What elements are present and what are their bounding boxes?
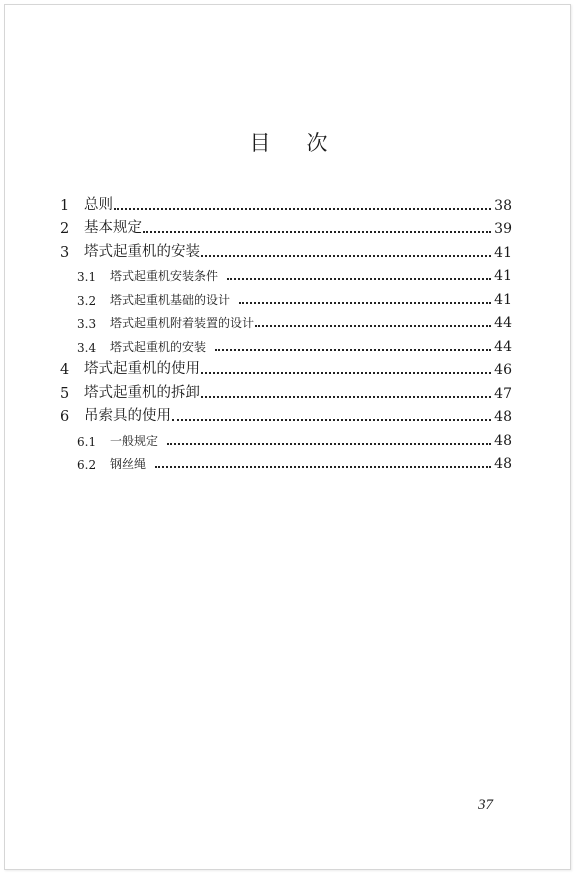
- toc-entry-number: 5: [60, 385, 70, 402]
- toc-entry-label: 塔式起重机的拆卸: [84, 384, 200, 401]
- toc-entry-4: [60, 355, 512, 379]
- toc-entry-3-1: [60, 261, 512, 285]
- toc-entry-page: 39: [494, 221, 512, 237]
- page-title: 目次: [249, 131, 364, 155]
- toc-entry-page: 48: [494, 456, 512, 472]
- dot-leader: [201, 255, 491, 257]
- toc-entry-page: 41: [494, 291, 512, 308]
- toc-entry-3-2: [60, 284, 512, 308]
- toc-entry-6-1: [60, 425, 512, 449]
- toc-entry-6: [60, 402, 512, 426]
- toc-entry-label: 塔式起重机的使用: [84, 361, 200, 377]
- toc-entry-number: 6.1: [77, 434, 97, 449]
- toc-entry-page: 44: [494, 315, 512, 331]
- toc-entry-label: 塔式起重机基础的设计: [110, 292, 231, 307]
- toc-entry-number: 4: [60, 362, 70, 378]
- toc-entry-number: 3.2: [77, 293, 97, 308]
- dot-leader: [167, 443, 491, 445]
- dot-leader: [227, 278, 491, 280]
- toc-entry-page: 41: [494, 244, 512, 261]
- toc-entry-2: [60, 214, 512, 238]
- toc-entry-label: 总则: [84, 196, 113, 213]
- toc-entry-number: 3.3: [77, 317, 97, 331]
- toc-entry-label: 塔式起重机的安装: [84, 243, 200, 260]
- toc-entry-page: 38: [494, 197, 512, 214]
- toc-entry-number: 3.4: [77, 340, 97, 355]
- toc-entry-number: 1: [60, 197, 70, 214]
- toc-entry-number: 3.1: [77, 270, 97, 284]
- dot-leader: [255, 325, 491, 327]
- page-number: 37: [478, 797, 493, 813]
- toc-entry-number: 3: [60, 244, 70, 261]
- toc-entry-label: 塔式起重机的安装: [110, 339, 207, 354]
- table-of-contents: [60, 190, 512, 472]
- toc-entry-label: 吊索具的使用: [84, 408, 171, 424]
- toc-entry-page: 47: [494, 385, 512, 402]
- toc-entry-page: 41: [494, 268, 512, 284]
- toc-entry-label: 塔式起重机安装条件: [110, 269, 219, 283]
- toc-entry-page: 46: [494, 362, 512, 378]
- dot-leader: [201, 372, 491, 374]
- toc-entry-1: [60, 190, 512, 214]
- dot-leader: [172, 419, 491, 421]
- toc-entry-label: 塔式起重机附着装置的设计: [110, 316, 255, 330]
- toc-entry-3: [60, 237, 512, 261]
- dot-leader: [143, 231, 491, 233]
- dot-leader: [155, 466, 491, 468]
- toc-entry-number: 2: [60, 221, 70, 237]
- toc-entry-number: 6: [60, 409, 70, 425]
- dot-leader: [239, 302, 491, 304]
- toc-entry-page: 48: [494, 409, 512, 425]
- toc-entry-label: 钢丝绳: [110, 457, 147, 471]
- toc-entry-3-3: [60, 308, 512, 332]
- toc-entry-page: 44: [494, 338, 512, 355]
- dot-leader: [201, 396, 491, 398]
- toc-entry-6-2: [60, 449, 512, 473]
- dot-leader: [215, 349, 491, 351]
- toc-entry-5: [60, 378, 512, 402]
- dot-leader: [114, 208, 491, 210]
- toc-entry-3-4: [60, 331, 512, 355]
- toc-entry-label: 基本规定: [84, 220, 142, 236]
- toc-entry-label: 一般规定: [110, 433, 159, 448]
- toc-entry-number: 6.2: [77, 458, 97, 472]
- toc-entry-page: 48: [494, 432, 512, 449]
